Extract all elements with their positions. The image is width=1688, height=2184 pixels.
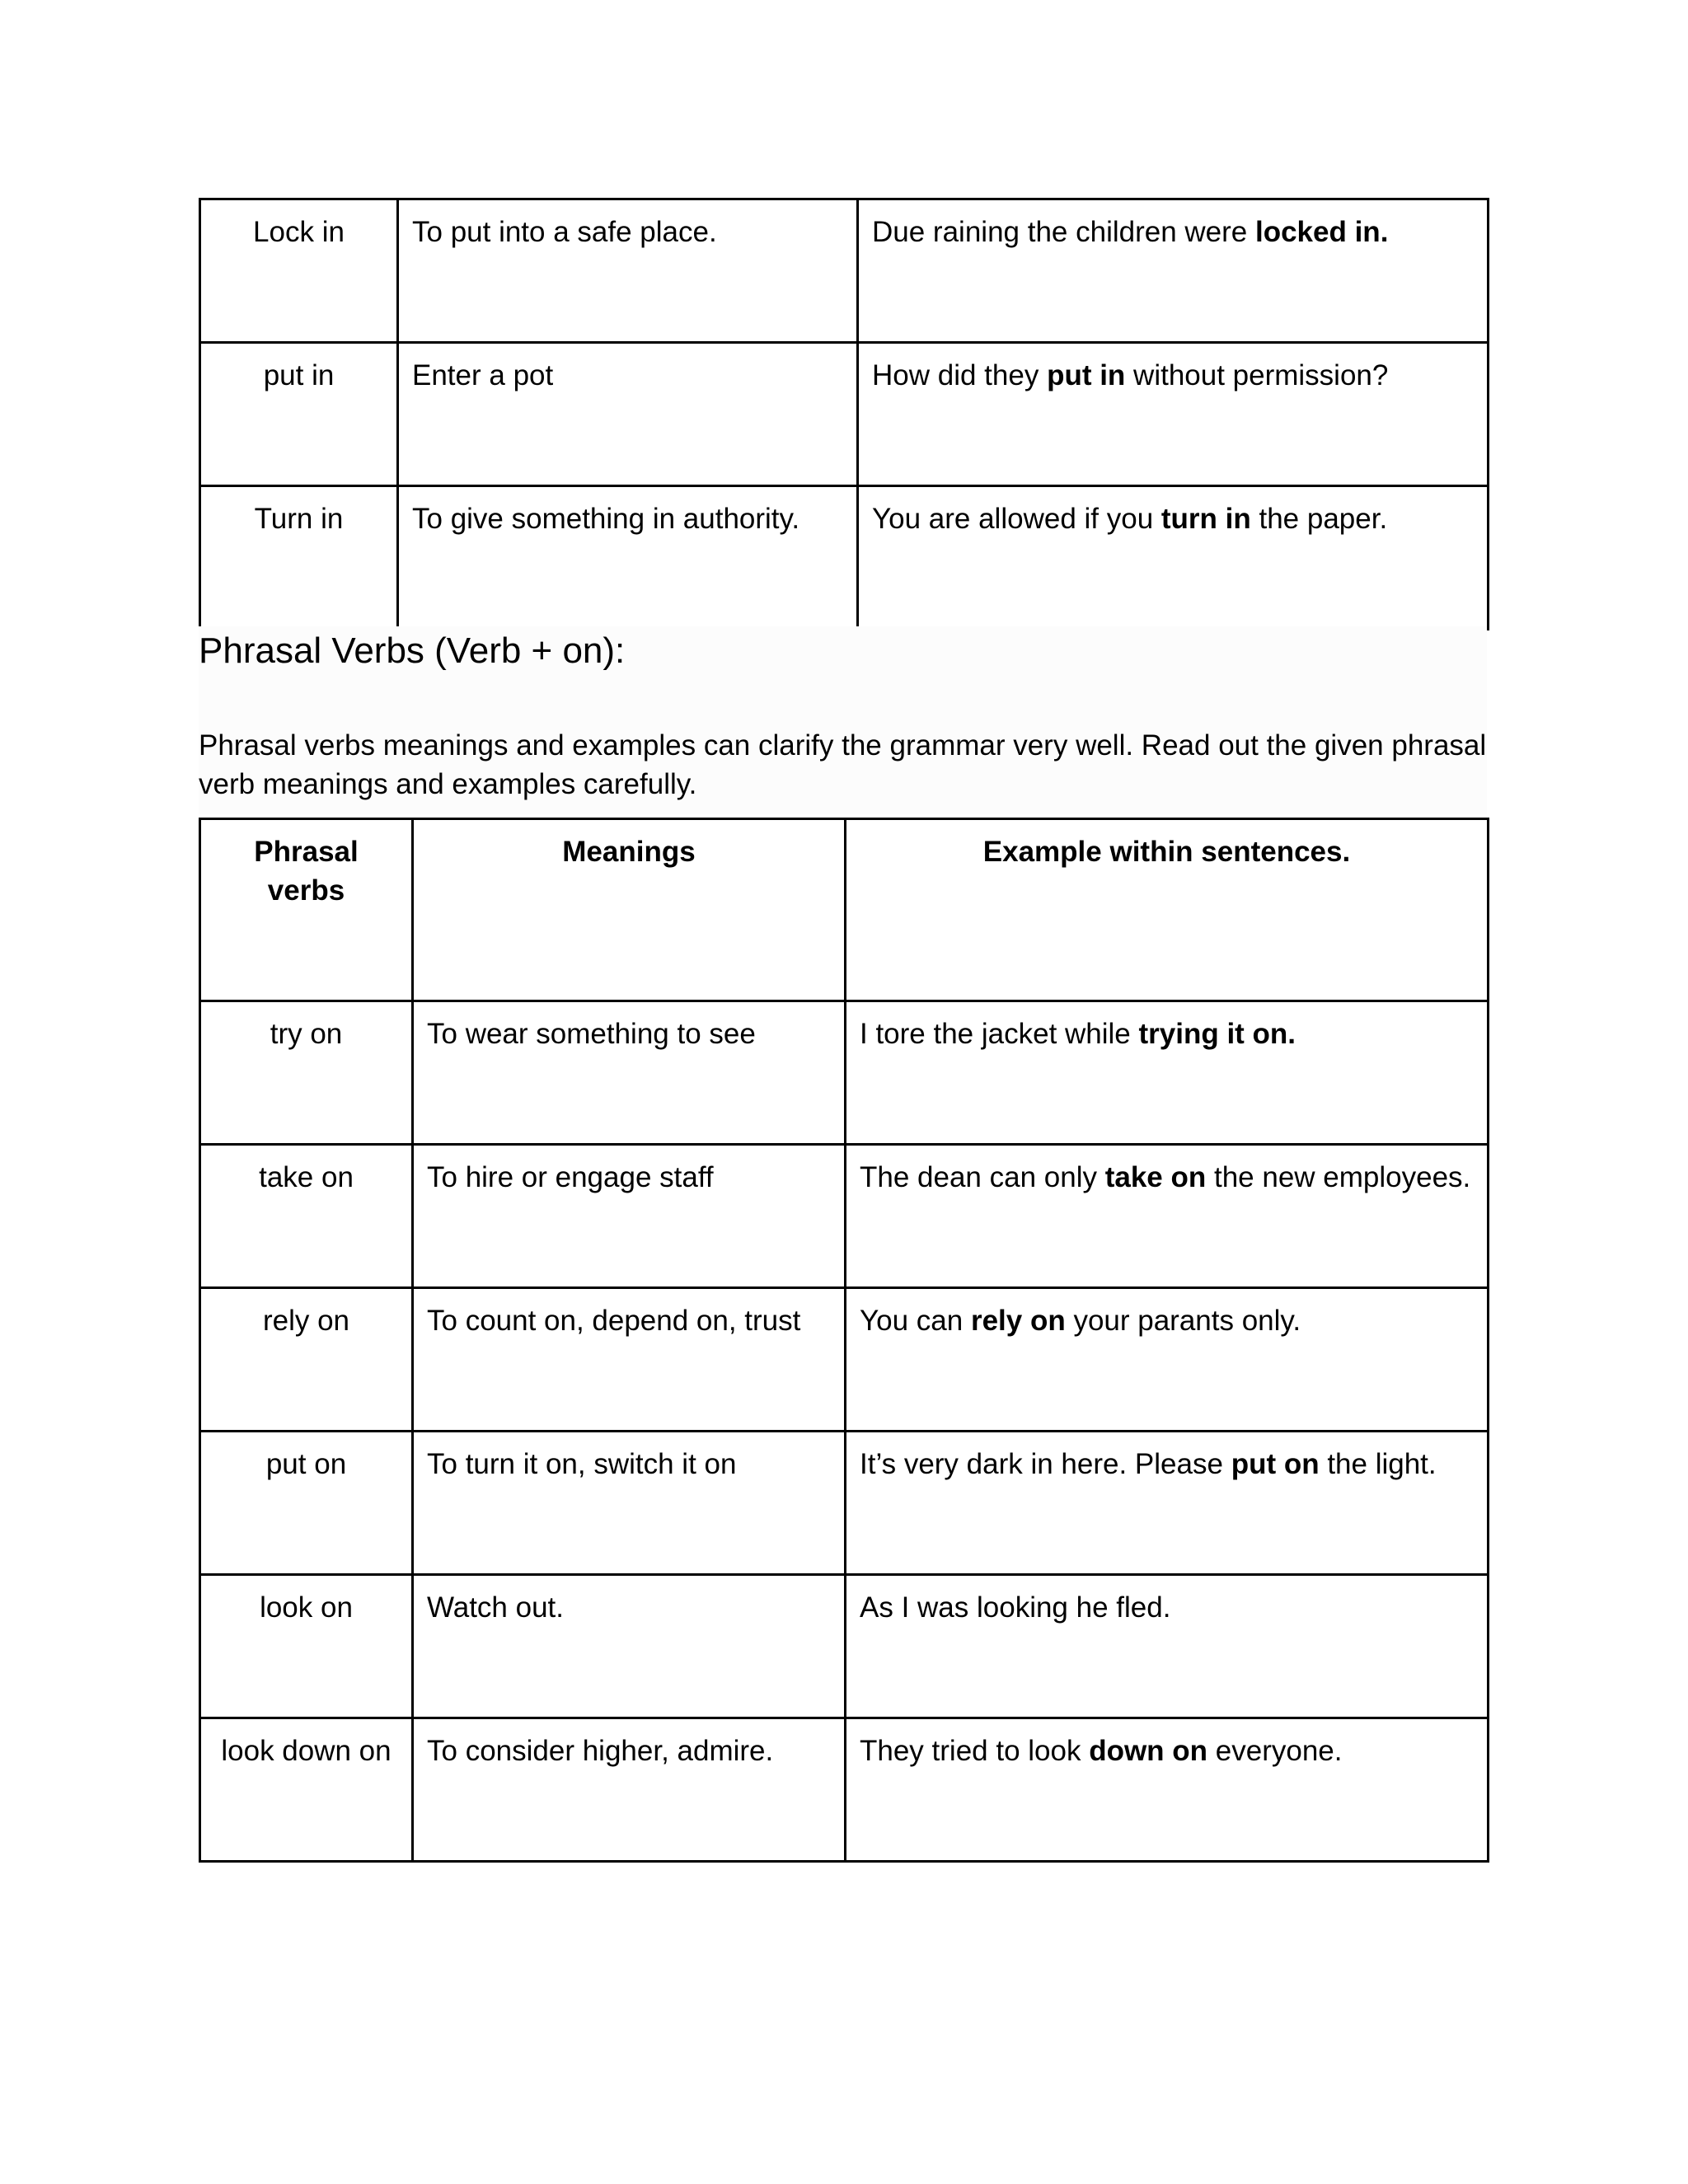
table-row — [200, 486, 1489, 630]
example-text: Due raining the children were — [872, 216, 1255, 248]
meaning-cell: To put into a safe place. — [398, 199, 858, 343]
example-text: your parants only. — [1065, 1305, 1301, 1337]
verb-cell: try on — [200, 1001, 413, 1145]
example-text: the new employees. — [1206, 1161, 1471, 1193]
example-text: I tore the jacket while — [860, 1018, 1139, 1050]
example-cell — [846, 1575, 1489, 1718]
section-intro-paragraph: Phrasal verbs meanings and examples can clarify the grammar very well. Read out the given phrasal verb meanings and examples carefully. — [199, 729, 1487, 800]
phrasal-verbs-in-table — [199, 198, 1489, 630]
meaning-cell: To consider higher, admire. — [413, 1718, 846, 1862]
table-row — [200, 1718, 1489, 1862]
table-header-row — [200, 819, 1489, 1001]
verb-cell: put in — [200, 343, 398, 486]
example-text: without permission? — [1125, 359, 1389, 391]
example-text: You are allowed if you — [872, 503, 1161, 535]
example-text: everyone. — [1207, 1735, 1343, 1767]
example-text: You can — [860, 1305, 971, 1337]
verb-cell: take on — [200, 1145, 413, 1288]
example-highlight: down on — [1089, 1735, 1208, 1767]
table-row — [200, 1432, 1489, 1575]
example-cell — [858, 343, 1489, 486]
meaning-cell: To give something in authority. — [398, 486, 858, 630]
section-verb-on — [199, 626, 1487, 814]
column-header-meanings: Meanings — [413, 819, 846, 1001]
example-text: How did they — [872, 359, 1048, 391]
example-highlight: rely on — [970, 1305, 1066, 1337]
table-row — [200, 1575, 1489, 1718]
example-highlight: locked in. — [1254, 216, 1389, 248]
example-highlight: put in — [1047, 359, 1126, 391]
meaning-cell: To hire or engage staff — [413, 1145, 846, 1288]
example-highlight: put on — [1231, 1448, 1320, 1480]
example-text: It’s very dark in here. Please — [860, 1448, 1231, 1480]
verb-cell: rely on — [200, 1288, 413, 1432]
example-cell — [858, 486, 1489, 630]
example-text: the paper. — [1250, 503, 1388, 535]
example-cell — [846, 1145, 1489, 1288]
section-heading: Phrasal Verbs (Verb + on): — [199, 630, 626, 671]
table-row — [200, 1145, 1489, 1288]
verb-cell: put on — [200, 1432, 413, 1575]
table-row — [200, 343, 1489, 486]
example-highlight: take on — [1104, 1161, 1207, 1193]
example-text: The dean can only — [860, 1161, 1105, 1193]
verb-cell: look on — [200, 1575, 413, 1718]
table-row — [200, 1001, 1489, 1145]
column-header-examples: Example within sentences. — [846, 819, 1489, 1001]
meaning-cell: To count on, depend on, trust — [413, 1288, 846, 1432]
phrasal-verbs-on-table — [199, 818, 1489, 1863]
example-text: They tried to look — [860, 1735, 1090, 1767]
example-cell — [846, 1001, 1489, 1145]
table-row — [200, 199, 1489, 343]
meaning-cell: To turn it on, switch it on — [413, 1432, 846, 1575]
meaning-cell: To wear something to see — [413, 1001, 846, 1145]
example-cell — [858, 199, 1489, 343]
example-cell — [846, 1718, 1489, 1862]
example-highlight: turn in — [1160, 503, 1251, 535]
table-row — [200, 1288, 1489, 1432]
example-cell — [846, 1288, 1489, 1432]
column-header-phrasal-verbs: Phrasal verbs — [200, 819, 413, 1001]
example-text: the light. — [1319, 1448, 1437, 1480]
verb-cell: Turn in — [200, 486, 398, 630]
verb-cell: Lock in — [200, 199, 398, 343]
meaning-cell: Watch out. — [413, 1575, 846, 1718]
example-text: As I was looking he fled. — [860, 1591, 1171, 1624]
verb-cell: look down on — [200, 1718, 413, 1862]
example-cell — [846, 1432, 1489, 1575]
meaning-cell: Enter a pot — [398, 343, 858, 486]
example-highlight: trying it on. — [1138, 1018, 1296, 1050]
